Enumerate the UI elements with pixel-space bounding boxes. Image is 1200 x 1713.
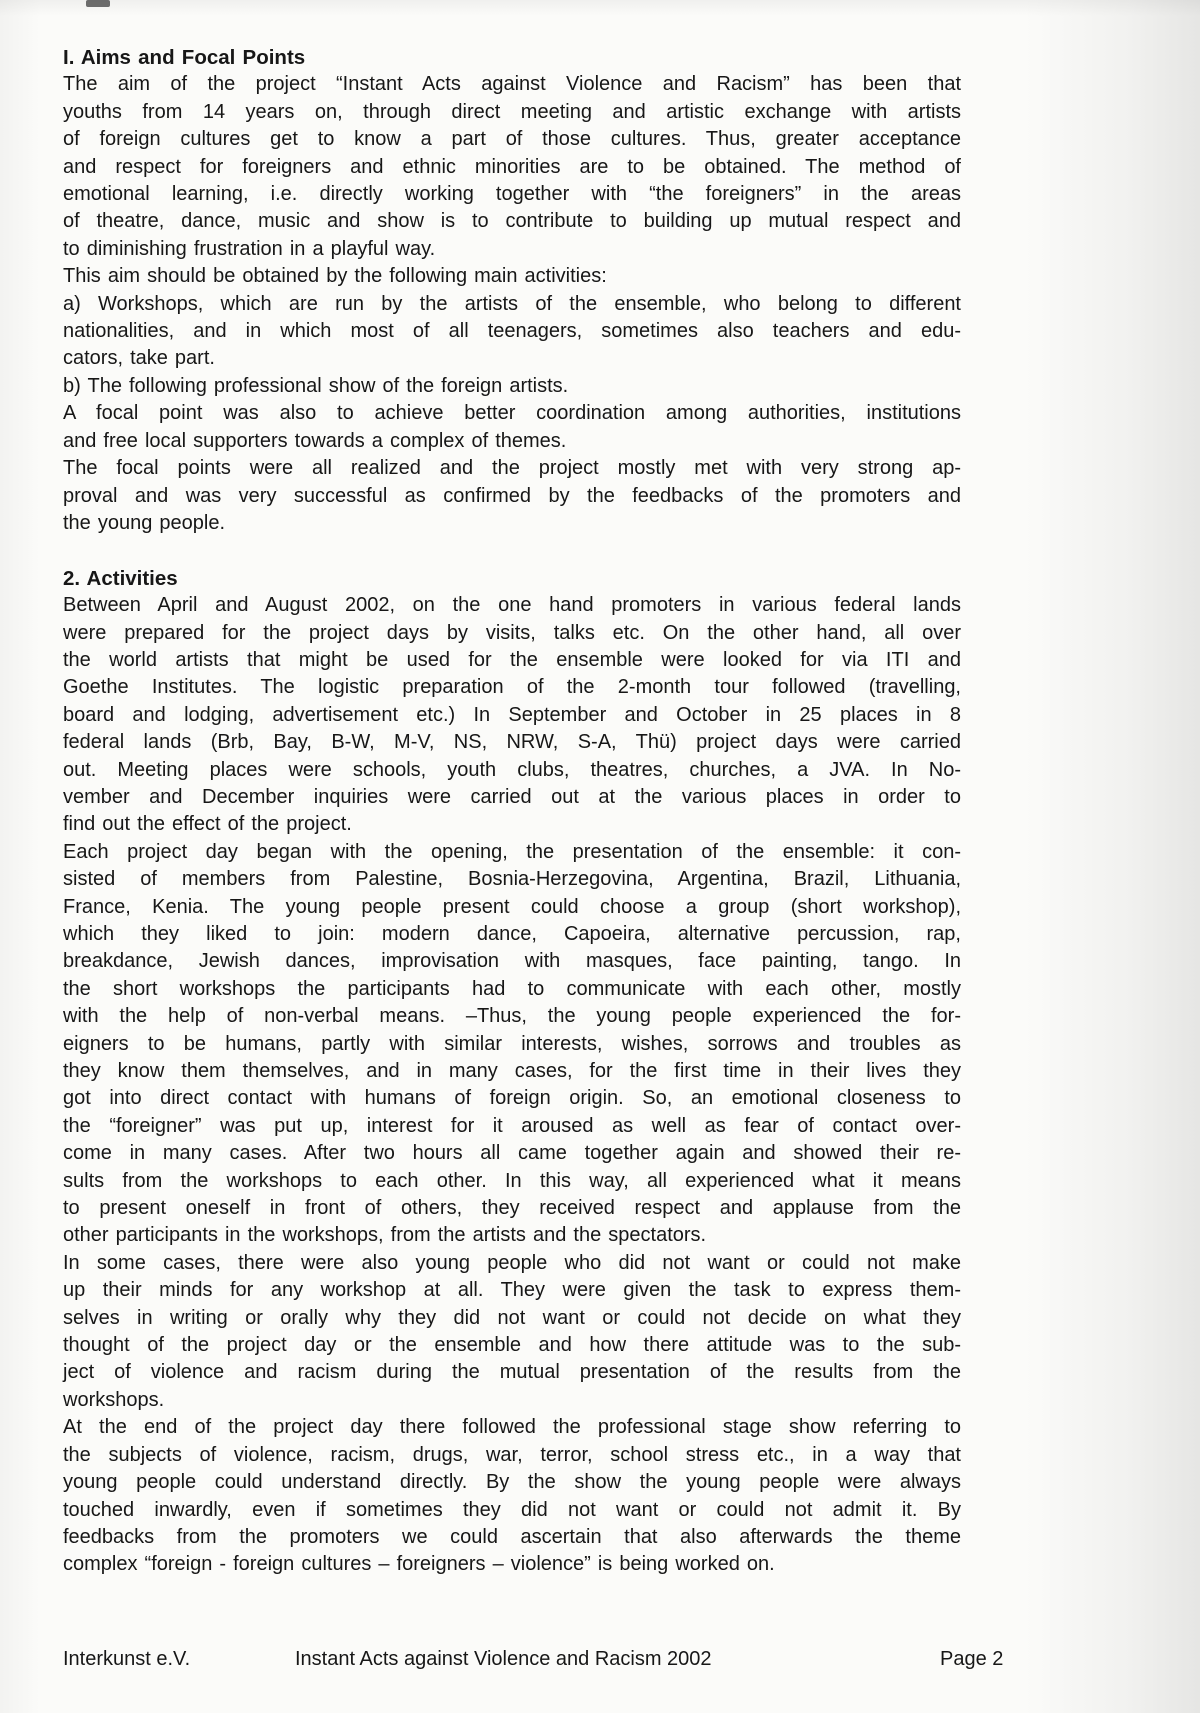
text-line: the short workshops the participants had to communicate with each other, mostly — [63, 977, 961, 1000]
text-line: of theatre, dance, music and show is to contribute to building up mutual respect and — [63, 210, 961, 233]
text-line: France, Kenia. The young people present could choose a group (short workshop), — [63, 895, 961, 918]
text-line: vember and December inquiries were carried out at the various places in order to — [63, 785, 961, 808]
text-line: of foreign cultures get to know a part of those cultures. Thus, greater acceptance — [63, 128, 961, 151]
paragraph — [63, 839, 961, 1250]
text-line: which they liked to join: modern dance, Capoeira, alternative percussion, rap, — [63, 922, 961, 945]
text-line: proval and was very successful as confirmed by the feedbacks of the promoters and — [63, 484, 961, 507]
text-line: the “foreigner” was put up, interest for it aroused as well as fear of contact over- — [63, 1114, 961, 1137]
text-line: thought of the project day or the ensemble and how there attitude was to the sub- — [63, 1334, 961, 1357]
section-heading: I. Aims and Focal Points — [63, 46, 306, 69]
text-line: they know them themselves, and in many cases, for the first time in their lives they — [63, 1060, 961, 1083]
text-line: and free local supporters towards a complex of themes. — [63, 429, 567, 452]
text-line: were prepared for the project days by visits, talks etc. On the other hand, all over — [63, 621, 961, 644]
text-line: out. Meeting places were schools, youth clubs, theatres, churches, a JVA. In No- — [63, 758, 961, 781]
text-line: youths from 14 years on, through direct meeting and artistic exchange with artists — [63, 100, 961, 123]
text-line: Goethe Institutes. The logistic preparation of the 2-month tour followed (travelling, — [63, 676, 961, 699]
text-line: federal lands (Brb, Bay, B-W, M-V, NS, NRW, S-A, Thü) project days were carried — [63, 731, 961, 754]
scan-edge-top — [0, 0, 1200, 16]
text-line: to diminishing frustration in a playful way. — [63, 237, 436, 260]
paragraph — [63, 291, 961, 373]
paragraph — [63, 400, 961, 455]
footer-organization: Interkunst e.V. — [63, 1648, 191, 1670]
document-body — [63, 44, 961, 1579]
paragraph — [63, 592, 961, 839]
text-line: up their minds for any workshop at all. They were given the task to express them- — [63, 1279, 961, 1302]
text-line: to present oneself in front of others, they received respect and applause from the — [63, 1197, 961, 1220]
text-line: workshops. — [63, 1388, 165, 1411]
text-line: selves in writing or orally why they did not want or could not decide on what they — [63, 1306, 961, 1329]
text-line: In some cases, there were also young people who did not want or could not make — [63, 1251, 961, 1274]
text-line: nationalities, and in which most of all teenagers, sometimes also teachers and edu- — [63, 320, 961, 343]
footer-page-number: Page 2 — [940, 1648, 1004, 1670]
section-heading: 2. Activities — [63, 566, 178, 590]
text-line: eigners to be humans, partly with similar interests, wishes, sorrows and troubles as — [63, 1032, 961, 1055]
text-line: the young people. — [63, 511, 226, 534]
text-line: sults from the workshops to each other. In this way, all experienced what it means — [63, 1169, 961, 1192]
text-line: find out the effect of the project. — [63, 813, 352, 836]
scan-edge-left — [0, 0, 40, 1713]
text-line: The aim of the project “Instant Acts against Violence and Racism” has been that — [63, 73, 961, 96]
footer-title: Instant Acts against Violence and Racism 2002 — [295, 1648, 712, 1670]
text-line: The focal points were all realized and the project mostly met with very strong ap- — [63, 457, 961, 480]
text-line: come in many cases. After two hours all came together again and showed their re- — [63, 1142, 961, 1165]
text-line: and respect for foreigners and ethnic minorities are to be obtained. The method of — [63, 155, 961, 178]
text-line: with the help of non-verbal means. –Thus, the young people experienced the for- — [63, 1005, 961, 1028]
text-line: the world artists that might be used for the ensemble were looked for via ITI and — [63, 648, 961, 671]
text-line: b) The following professional show of the foreign artists. — [63, 374, 569, 397]
paragraph — [63, 71, 961, 263]
text-line: Each project day began with the opening, the presentation of the ensemble: it con- — [63, 840, 961, 863]
paragraph — [63, 1250, 961, 1414]
text-line: cators, take part. — [63, 347, 215, 370]
scan-smudge — [86, 0, 110, 7]
text-line: This aim should be obtained by the following main activities: — [63, 265, 607, 288]
text-line: other participants in the workshops, from the artists and the spectators. — [63, 1224, 707, 1247]
text-line: board and lodging, advertisement etc.) In September and October in 25 places in 8 — [63, 703, 961, 726]
scan-edge-right — [1025, 0, 1200, 1713]
text-line: touched inwardly, even if sometimes they did not want or could not admit it. By — [63, 1498, 961, 1521]
paragraph — [63, 263, 961, 290]
text-line: feedbacks from the promoters we could ascertain that also afterwards the theme — [63, 1525, 961, 1548]
text-line: breakdance, Jewish dances, improvisation with masques, face painting, tango. In — [63, 950, 961, 973]
text-line: A focal point was also to achieve better coordination among authorities, institutions — [63, 402, 961, 425]
text-line: At the end of the project day there followed the professional stage show referring to — [63, 1416, 961, 1439]
page-footer — [0, 1648, 1200, 1676]
paragraph — [63, 373, 961, 400]
text-line: the subjects of violence, racism, drugs, war, terror, school stress etc., in a way that — [63, 1443, 961, 1466]
text-line: emotional learning, i.e. directly working together with “the foreigners” in the areas — [63, 183, 961, 206]
paragraph — [63, 1414, 961, 1578]
text-line: a) Workshops, which are run by the artists of the ensemble, who belong to different — [63, 292, 961, 315]
text-line: complex “foreign - foreign cultures – foreigners – violence” is being worked on. — [63, 1553, 775, 1576]
text-line: Between April and August 2002, on the one hand promoters in various federal lands — [63, 594, 961, 617]
paragraph — [63, 455, 961, 537]
text-line: ject of violence and racism during the mutual presentation of the results from the — [63, 1361, 961, 1384]
text-line: got into direct contact with humans of foreign origin. So, an emotional closeness to — [63, 1087, 961, 1110]
text-line: sisted of members from Palestine, Bosnia-Herzegovina, Argentina, Brazil, Lithuania, — [63, 868, 961, 891]
text-line: young people could understand directly. By the show the young people were always — [63, 1471, 961, 1494]
